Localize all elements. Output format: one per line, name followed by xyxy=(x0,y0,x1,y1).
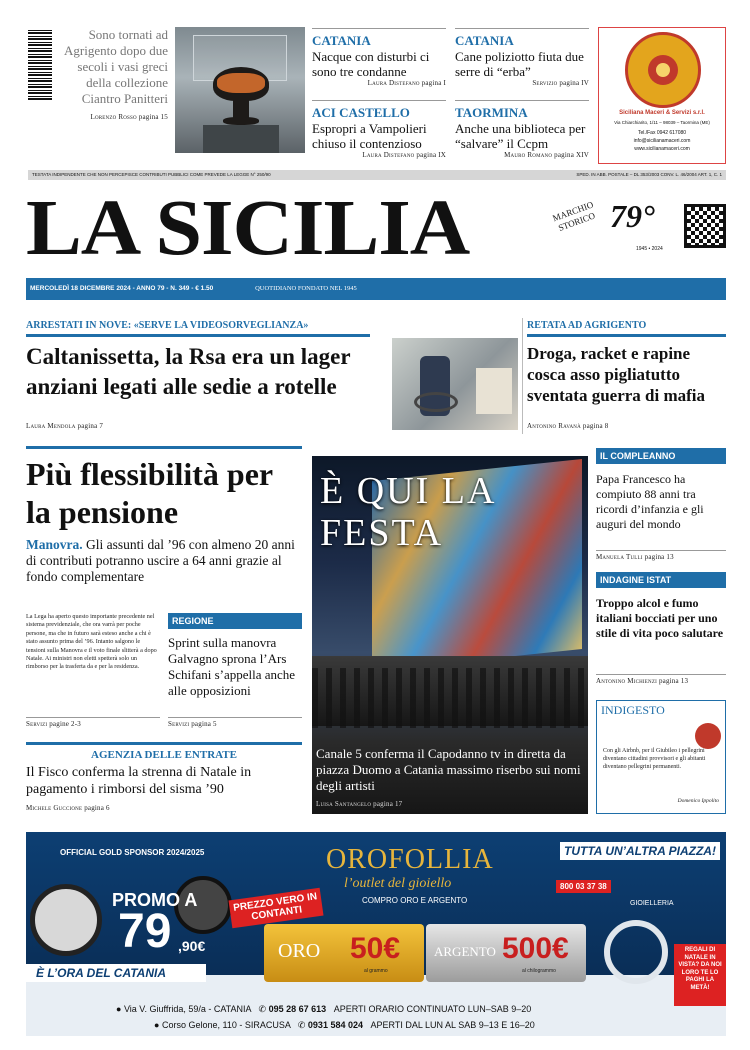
regione-byline: Servizi xyxy=(168,720,190,728)
top-box-title: Nacque con disturbi ci sono tre condanne xyxy=(312,49,430,79)
dateline: MERCOLEDÌ 18 DICEMBRE 2024 - ANNO 79 - N. 349 - € 1.50 xyxy=(30,285,214,292)
story-istat[interactable] xyxy=(596,572,726,688)
istat-byline: Antonino Michienzi xyxy=(596,677,657,685)
ad-regali: REGALI DI NATALE IN VISTA? DA NOI LORO TE LO PAGHI LA METÀ! xyxy=(674,944,726,1006)
siciliana-maceri-ad[interactable] xyxy=(598,27,726,164)
ad-promo: PROMO A xyxy=(112,890,198,910)
festa-caption: Canale 5 conferma il Capodanno tv in diretta da piazza Duomo a Catania massimo riserbo sui nomi degli artisti xyxy=(316,746,581,793)
ad-addr1: Via V. Giuffrida, 59/a - CATANIA xyxy=(123,1004,252,1014)
story-papa[interactable] xyxy=(596,448,726,564)
legal-strip xyxy=(28,170,726,180)
ad-ora: È L’ORA DEL CATANIA xyxy=(26,964,206,982)
festa-crowd xyxy=(312,668,588,728)
mafia-kicker: RETATA AD AGRIGENTO xyxy=(527,318,726,337)
rsa-page: pagina 7 xyxy=(77,422,104,430)
photo-festa[interactable] xyxy=(312,456,588,814)
dateline-bar xyxy=(26,278,726,300)
indigesto-kicker: INDIGESTO xyxy=(601,703,665,717)
top-box-title: Espropri a Vampolieri chiuso il contenzioso xyxy=(312,121,427,151)
ad-addr2: Corso Gelone, 110 - SIRACUSA xyxy=(161,1020,291,1030)
ad-tel1: 095 28 67 613 xyxy=(268,1004,327,1014)
teaser-text: Sono tornati ad Agrigento dopo due secoli i vasi greci della collezione Ciantro Panitteri xyxy=(64,27,168,106)
ring-icon xyxy=(604,920,668,984)
top-box-catania-1[interactable]: CATANIA Nacque con disturbi ci sono tre condanne Laura Distefano pagina I xyxy=(312,28,446,94)
orofollia-ad[interactable] xyxy=(26,832,726,1036)
mafia-byline: Antonino Ravanà xyxy=(527,422,581,430)
trinacria-logo xyxy=(625,32,701,108)
papa-page: pagina 13 xyxy=(644,553,674,561)
ad-tel2: 0931 584 024 xyxy=(307,1020,363,1030)
ad-tagline: TUTTA UN’ALTRA PIAZZA! xyxy=(560,842,720,860)
rsa-byline: Laura Mendola xyxy=(26,422,76,430)
ad-brand-sub: l’outlet del gioiello xyxy=(344,876,452,891)
ad-name: Siciliana Maceri & Servizi s.r.l. xyxy=(619,110,705,116)
ad-price: 79 xyxy=(118,905,172,958)
fisco-headline: Il Fisco conferma la strenna di Natale in pagamento i rimborsi del sisma ’90 xyxy=(26,765,252,797)
argento-unit: al chilogrammo xyxy=(522,968,556,974)
watch-icon xyxy=(30,884,102,956)
ad-sponsor: OFFICIAL GOLD SPONSOR 2024/2025 xyxy=(60,848,205,857)
phone-icon: ✆ xyxy=(297,1020,306,1030)
ad-address-row-1 xyxy=(116,1004,531,1015)
papa-byline: Manuela Tulli xyxy=(596,553,643,561)
regione-kicker: REGIONE xyxy=(168,613,302,629)
location-icon: ● xyxy=(116,1004,122,1014)
pensione-page: pagine 2-3 xyxy=(49,720,81,728)
ad-cents: ,90€ xyxy=(178,938,206,954)
top-box-title: Cane poliziotto fiuta due serre di “erba” xyxy=(455,49,584,79)
phone-icon: ✆ xyxy=(258,1004,267,1014)
oro-label: ORO xyxy=(278,940,321,962)
pensione-body: La Lega ha aperto questo importante precedente nel sistema previdenziale, che ora varrà per poche persone, ma che in futuro sarà esteso anche a chi è stato assunto prima del ’96. Intanto salgono le tensioni sulla Manovra e il voto finale slitterà a dopo Natale. Ai ministri non eletti spetterà solo un rimborso per la trasferta da e per la residenza. xyxy=(26,613,157,671)
istat-headline: Troppo alcol e fumo italiani bocciati per uno stile di vita poco salutare xyxy=(596,596,724,640)
ad-hours1: APERTI ORARIO CONTINUATO LUN–SAB 9–20 xyxy=(333,1004,532,1014)
festa-page: pagina 17 xyxy=(373,800,403,808)
founded: QUOTIDIANO FONDATO NEL 1945 xyxy=(255,285,357,292)
pensione-headline: Più flessibilità per la pensione xyxy=(26,456,273,530)
qr-code[interactable] xyxy=(684,204,726,248)
indigesto-text: Con gli Airbnb, per il Giubileo i pellegrini diventano cittadini provvisori e gli abitanti diventano pellegrini permanenti. xyxy=(603,748,706,770)
legal-strip-right: SPED. IN ABB. POSTALE – DL 353/2003 CONV. L. 46/2004 ART. 1, C. 1 xyxy=(576,172,722,177)
oro-price-box xyxy=(264,924,424,982)
masthead-title[interactable]: LA SICILIA xyxy=(26,185,470,272)
ad-compro: COMPRO ORO E ARGENTO xyxy=(362,896,468,905)
regione-page: pagina 5 xyxy=(191,720,217,728)
ad-address-row-2 xyxy=(154,1020,535,1031)
location-icon: ● xyxy=(154,1020,160,1030)
anniversary-range: 1945 • 2024 xyxy=(636,246,663,252)
ad-phone: 800 03 37 38 xyxy=(556,880,611,893)
istat-kicker: INDAGINE ISTAT xyxy=(596,572,726,588)
pensione-lead xyxy=(26,537,302,585)
ad-email: info@sicilianamaceri.com xyxy=(633,138,691,144)
fisco-page: pagina 6 xyxy=(84,804,110,812)
teaser-byline: Lorenzo Rosso xyxy=(90,113,137,121)
istat-page: pagina 13 xyxy=(658,677,689,685)
festa-headline: È QUI LA FESTA xyxy=(320,470,495,554)
marchio-storico-text: MARCHIO STORICO xyxy=(551,199,597,233)
mafia-headline: Droga, racket e rapine cosca asso pigliatutto sventata guerra di mafia xyxy=(527,344,706,405)
top-box-aci-castello[interactable]: ACI CASTELLO Espropri a Vampolieri chiuso il contenzioso Laura Distefano pagina IX xyxy=(312,100,446,166)
indigesto-cartoon xyxy=(695,723,721,749)
top-box-kicker: CATANIA xyxy=(455,33,514,48)
pensione-lead-bold: Manovra. xyxy=(26,537,83,552)
ad-hours2: APERTI DAL LUN AL SAB 9–13 E 16–20 xyxy=(370,1020,535,1030)
ad-prezzo: PREZZO VERO IN CONTANTI xyxy=(228,888,323,929)
oro-unit: al grammo xyxy=(364,968,388,974)
top-box-title: Anche una biblioteca per “salvare” il Ccpm xyxy=(455,121,586,151)
story-mafia-agrigento[interactable] xyxy=(522,318,726,434)
top-box-catania-2[interactable]: CATANIA Cane poliziotto fiuta due serre di “erba” Servizio pagina IV xyxy=(455,28,589,94)
fisco-kicker: AGENZIA DELLE ENTRATE xyxy=(91,749,237,761)
top-box-kicker: TAORMINA xyxy=(455,105,528,120)
indigesto-sign: Domenico Ippolito xyxy=(677,798,719,804)
rsa-kicker: ARRESTATI IN NOVE: «SERVE LA VIDEOSORVEGLIANZA» xyxy=(26,318,370,337)
top-box-taormina[interactable]: TAORMINA Anche una biblioteca per “salvare” il Ccpm Mauro Romano pagina XIV xyxy=(455,100,589,166)
ad-tel: Tel./Fax 0942 617080 xyxy=(637,130,687,136)
story-fisco[interactable] xyxy=(26,742,302,818)
teaser-page: pagina 15 xyxy=(138,113,168,121)
oro-price: 50€ xyxy=(350,932,401,965)
pensione-byline: Servizi xyxy=(26,720,48,728)
marchio-storico-badge xyxy=(550,200,600,260)
fisco-byline: Michele Guccione xyxy=(26,804,83,812)
rsa-headline: Caltanissetta, la Rsa era un lager anziani legati alle sedie a rotelle xyxy=(26,344,351,399)
anniversary-79: 79° xyxy=(610,198,655,234)
ad-web: www.sicilianamaceri.com xyxy=(634,146,690,152)
top-box-kicker: ACI CASTELLO xyxy=(312,105,410,120)
festa-byline: Luisa Santangelo xyxy=(316,800,372,808)
barcode xyxy=(28,30,52,100)
story-regione[interactable] xyxy=(168,613,302,731)
pensione-lead-text: Gli assunti dal ’96 con almeno 20 anni di contributi potranno uscire a 64 anni grazie al fondo complementare xyxy=(26,537,295,584)
ad-address: Via Chiarchiarito, 1/11 – 98039 – Taormina (ME) xyxy=(614,120,710,125)
story-rsa-lager[interactable] xyxy=(26,318,516,434)
legal-strip-left: TESTATA INDIPENDENTE CHE NON PERCEPISCE CONTRIBUTI PUBBLICI COME PREVEDE LA LEGGE N° 250/90 xyxy=(32,172,271,177)
regione-headline: Sprint sulla manovra Galvagno sprona l’Ars Schifani s’appella anche alle opposizioni xyxy=(168,635,296,698)
papa-headline: Papa Francesco ha compiuto 88 anni tra ricordi d’infanzia e gli auguri del mondo xyxy=(596,472,704,531)
papa-kicker: IL COMPLEANNO xyxy=(596,448,726,464)
top-box-kicker: CATANIA xyxy=(312,33,371,48)
mafia-page: pagina 8 xyxy=(582,422,609,430)
story-pensione[interactable] xyxy=(26,446,302,736)
rsa-photo xyxy=(392,338,518,430)
top-teaser[interactable] xyxy=(56,27,168,121)
vase-photo xyxy=(175,27,305,153)
indigesto-box[interactable] xyxy=(596,700,726,814)
ad-brand: OROFOLLIA xyxy=(326,844,494,875)
argento-label: ARGENTO xyxy=(434,944,496,959)
ad-gioielleria: GIOIELLERIA xyxy=(630,900,674,907)
argento-price-box xyxy=(426,924,586,982)
argento-price: 500€ xyxy=(502,932,569,965)
